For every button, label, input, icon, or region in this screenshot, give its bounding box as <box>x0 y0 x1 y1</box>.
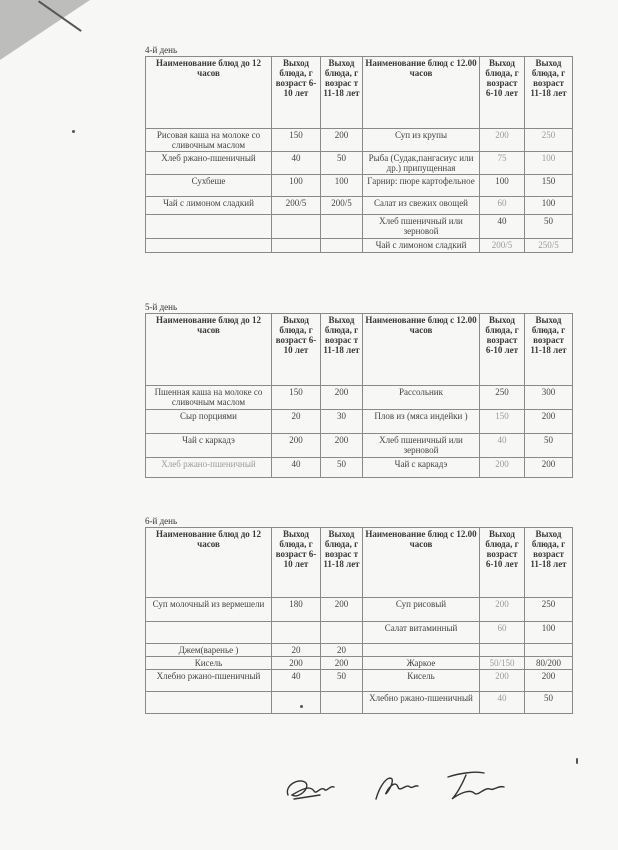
signatures <box>280 755 540 815</box>
cell: Хлеб пшеничный или зерновой <box>363 434 480 458</box>
cell: 200 <box>321 129 363 152</box>
table-row <box>146 458 573 478</box>
cell: 200 <box>321 657 363 670</box>
cell: 200 <box>480 598 525 622</box>
cell: 40 <box>480 692 525 714</box>
cell: Хлеб ржано-пшеничный <box>146 458 272 478</box>
cell: 50 <box>321 670 363 692</box>
cell: 100 <box>525 622 573 644</box>
cell <box>146 692 272 714</box>
day-4-section <box>145 45 572 253</box>
cell: Хлебно ржано-пшеничный <box>363 692 480 714</box>
cell: Сухбеше <box>146 175 272 197</box>
cell: Кисель <box>363 670 480 692</box>
cell: 250 <box>525 129 573 152</box>
day-title: 5-й день <box>145 302 178 312</box>
menu-table-day-5 <box>145 313 573 478</box>
cell: 50 <box>321 152 363 175</box>
cell: Плов из (мяса индейки ) <box>363 410 480 434</box>
table-row <box>146 175 573 197</box>
cell <box>363 644 480 657</box>
header-cell: Выход блюда, г возраст 11-18 лет <box>525 528 573 598</box>
header-cell: Выход блюда, г возраст 6-10 лет <box>272 314 321 386</box>
table-row <box>146 239 573 253</box>
cell: 75 <box>480 152 525 175</box>
scan-speck <box>576 758 578 764</box>
cell: 200 <box>272 657 321 670</box>
header-cell: Выход блюда, г возраст 6-10 лет <box>480 528 525 598</box>
menu-table-day-6 <box>145 527 573 714</box>
header-cell: Выход блюда, г возрас т 11-18 лет <box>321 314 363 386</box>
header-cell: Выход блюда, г возраст 11-18 лет <box>525 57 573 129</box>
cell: Гарнир: пюре картофельное <box>363 175 480 197</box>
cell: 200/5 <box>272 197 321 215</box>
cell: 200 <box>321 434 363 458</box>
cell: 40 <box>272 152 321 175</box>
cell: 100 <box>480 175 525 197</box>
cell: 100 <box>272 175 321 197</box>
header-row <box>146 57 573 129</box>
cell: Суп из крупы <box>363 129 480 152</box>
header-cell: Наименование блюд с 12.00 часов <box>363 528 480 598</box>
header-cell: Выход блюда, г возраст 6-10 лет <box>480 57 525 129</box>
cell: 200 <box>525 670 573 692</box>
cell <box>321 692 363 714</box>
signature-3 <box>448 772 504 799</box>
table-row <box>146 598 573 622</box>
cell: Чай с лимоном сладкий <box>146 197 272 215</box>
cell: Хлебно ржано-пшеничный <box>146 670 272 692</box>
cell: 50 <box>525 434 573 458</box>
header-cell: Выход блюда, г возрас т 11-18 лет <box>321 57 363 129</box>
cell: 100 <box>525 152 573 175</box>
header-cell: Наименование блюд с 12.00 часов <box>363 57 480 129</box>
scan-speck <box>72 130 75 133</box>
header-cell: Наименование блюд до 12 часов <box>146 528 272 598</box>
cell: 40 <box>272 670 321 692</box>
cell: 40 <box>480 215 525 239</box>
cell: Рисовая каша на молоке со сливочным маслом <box>146 129 272 152</box>
cell: Сыр порциями <box>146 410 272 434</box>
header-cell: Выход блюда, г возраст 11-18 лет <box>525 314 573 386</box>
cell: 100 <box>525 197 573 215</box>
cell: 20 <box>272 410 321 434</box>
cell: 200 <box>321 386 363 410</box>
cell <box>525 644 573 657</box>
signature-2 <box>376 778 418 799</box>
signature-1 <box>287 781 334 799</box>
table-row <box>146 129 573 152</box>
cell: 200 <box>525 458 573 478</box>
cell: Суп рисовый <box>363 598 480 622</box>
table-row <box>146 215 573 239</box>
cell: Салат витаминный <box>363 622 480 644</box>
cell: 80/200 <box>525 657 573 670</box>
table-row <box>146 434 573 458</box>
header-cell: Выход блюда, г возраст 6-10 лет <box>272 528 321 598</box>
cell: 50/150 <box>480 657 525 670</box>
cell: 250 <box>525 598 573 622</box>
header-cell: Выход блюда, г возраст 6-10 лет <box>272 57 321 129</box>
table-row <box>146 670 573 692</box>
cell: 60 <box>480 197 525 215</box>
cell: Суп молочный из вермешели <box>146 598 272 622</box>
cell <box>272 692 321 714</box>
cell: 50 <box>321 458 363 478</box>
cell: Рассольник <box>363 386 480 410</box>
cell: Пшенная каша на молоке со сливочным маслом <box>146 386 272 410</box>
day-title: 4-й день <box>145 45 178 55</box>
header-row <box>146 528 573 598</box>
table-row <box>146 152 573 175</box>
cell: 200 <box>321 598 363 622</box>
cell: Салат из свежих овощей <box>363 197 480 215</box>
header-cell: Наименование блюд до 12 часов <box>146 57 272 129</box>
cell <box>321 215 363 239</box>
cell: 150 <box>480 410 525 434</box>
header-cell: Наименование блюд с 12.00 часов <box>363 314 480 386</box>
day-title: 6-й день <box>145 516 178 526</box>
cell: 20 <box>321 644 363 657</box>
cell: 300 <box>525 386 573 410</box>
day-6-section <box>145 516 572 714</box>
cell <box>146 215 272 239</box>
table-row <box>146 644 573 657</box>
cell: Чай с каркадэ <box>363 458 480 478</box>
cell: 200 <box>525 410 573 434</box>
cell: Хлеб пшеничный или зерновой <box>363 215 480 239</box>
cell: 20 <box>272 644 321 657</box>
cell: Кисель <box>146 657 272 670</box>
table-row <box>146 410 573 434</box>
cell: 200/5 <box>480 239 525 253</box>
cell: Джем(варенье ) <box>146 644 272 657</box>
cell: 200 <box>480 458 525 478</box>
cell <box>146 622 272 644</box>
cell: 150 <box>272 386 321 410</box>
cell <box>272 239 321 253</box>
table-row <box>146 622 573 644</box>
cell: 100 <box>321 175 363 197</box>
scan-speck <box>300 705 303 708</box>
header-cell: Выход блюда, г возраст 6-10 лет <box>480 314 525 386</box>
cell: 50 <box>525 692 573 714</box>
header-row <box>146 314 573 386</box>
cell: 40 <box>272 458 321 478</box>
table-row <box>146 197 573 215</box>
cell <box>146 239 272 253</box>
cell: 200 <box>272 434 321 458</box>
cell: Хлеб ржано-пшеничный <box>146 152 272 175</box>
cell <box>321 239 363 253</box>
cell: 180 <box>272 598 321 622</box>
cell: 250/5 <box>525 239 573 253</box>
cell: 200 <box>480 129 525 152</box>
header-cell: Наименование блюд до 12 часов <box>146 314 272 386</box>
header-cell: Выход блюда, г возрас т 11-18 лет <box>321 528 363 598</box>
cell <box>272 215 321 239</box>
table-row <box>146 692 573 714</box>
cell: 200/5 <box>321 197 363 215</box>
cell: Жаркое <box>363 657 480 670</box>
cell: 50 <box>525 215 573 239</box>
scan-corner-shadow <box>0 0 90 60</box>
cell <box>272 622 321 644</box>
cell <box>321 622 363 644</box>
menu-table-day-4 <box>145 56 573 253</box>
cell: 150 <box>525 175 573 197</box>
cell: 250 <box>480 386 525 410</box>
cell <box>480 644 525 657</box>
cell: 200 <box>480 670 525 692</box>
cell: Чай с каркадэ <box>146 434 272 458</box>
cell: 40 <box>480 434 525 458</box>
table-row <box>146 386 573 410</box>
cell: 30 <box>321 410 363 434</box>
day-5-section <box>145 302 572 478</box>
cell: 60 <box>480 622 525 644</box>
table-row <box>146 657 573 670</box>
cell: 150 <box>272 129 321 152</box>
cell: Рыба (Судак,пангасиус или др.) припущенная <box>363 152 480 175</box>
cell: Чай с лимоном сладкий <box>363 239 480 253</box>
